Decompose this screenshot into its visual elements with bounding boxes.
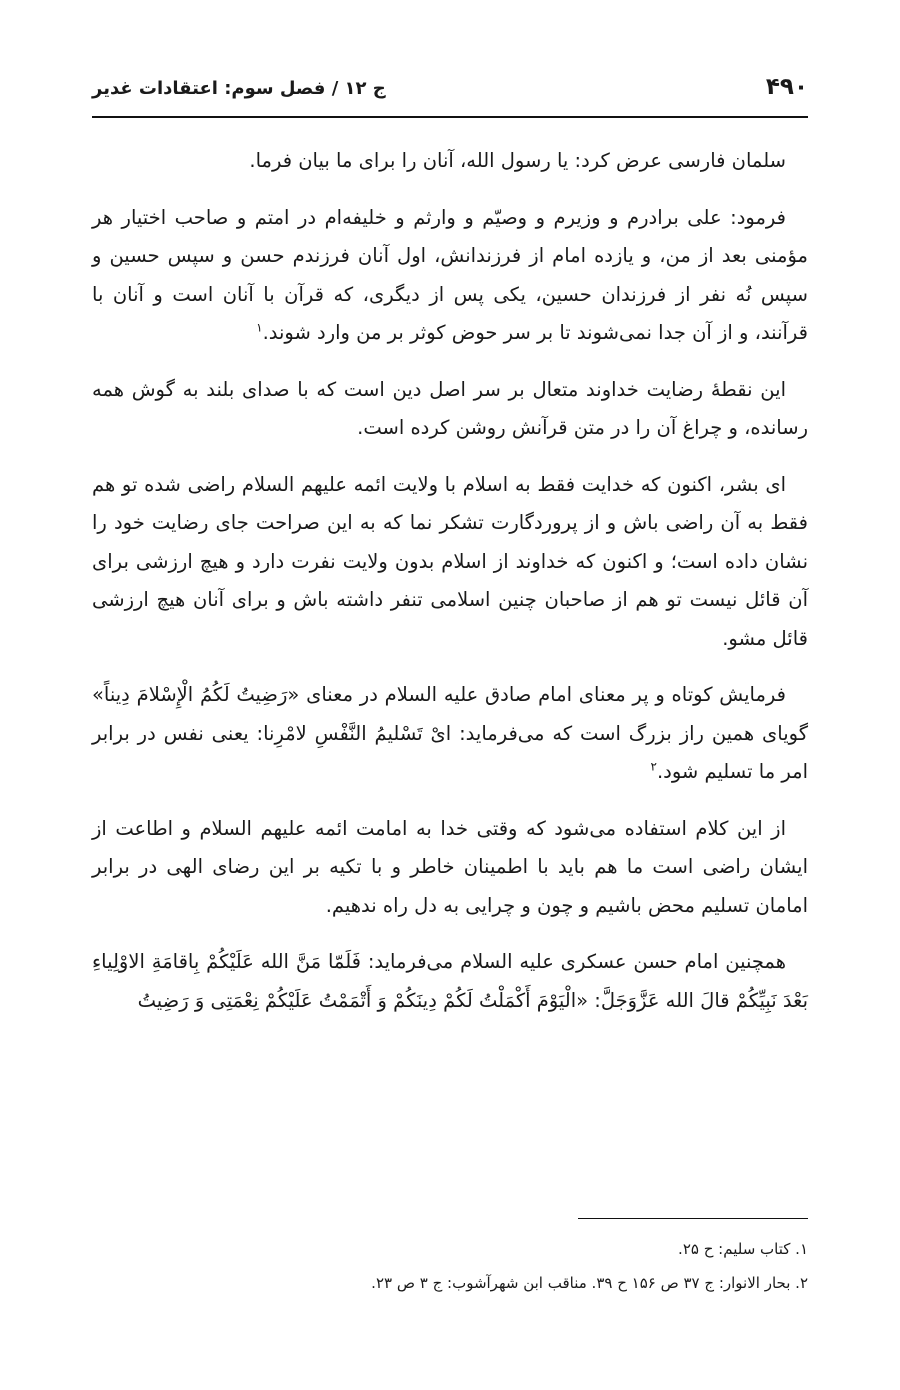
footnote-marker[interactable]: ۲ — [650, 759, 657, 774]
paragraph: از این کلام استفاده می‌شود که وقتی خدا به امامت ائمه علیهم السلام و اطاعت از ایشان راضی است ما هم باید با اطمینان خاطر و با تکیه بر این رضای الهی در برابر امامان تسلیم محض باشیم و چون و چرایی به دل راه ندهیم. — [92, 816, 808, 917]
footnote: ۲. بحار الانوار: ج ۳۷ ص ۱۵۶ ح ۳۹. مناقب ابن شهرآشوب: ج ۳ ص ۲۳. — [371, 1274, 808, 1292]
paragraph: فرمود: علی برادرم و وزیرم و وصیّم و وارثم و خلیفه‌ام در امتم و صاحب اختیار هر مؤمنی بعد از من، و یازده امام از فرزندانش، اول آنان فرزندم حسن و سپس حسین و سپس نُه نفر از فرزندان حسین، یکی پس از دیگری، که قرآن با آنان است و آنان با قرآنند، و از آن جدا نمی‌شوند تا بر سر حوض کوثر بر من وارد شوند.$^۱$ — [92, 205, 808, 344]
paragraph: سلمان فارسی عرض کرد: یا رسول الله، آنان را برای ما بیان فرما. — [249, 149, 786, 172]
footnotes — [92, 1232, 808, 1300]
header-divider — [92, 116, 808, 118]
footnote-marker[interactable]: ۱ — [256, 320, 263, 335]
running-title: ج ۱۲ / فصل سوم: اعتقادات غدیر — [92, 78, 386, 99]
footnote-divider — [578, 1218, 808, 1219]
body-text — [92, 142, 808, 1038]
paragraph: این نقطهٔ رضایت خداوند متعال بر سر اصل دین است که با صدای بلند به گوش همه رسانده، و چراغ آن را در متن قرآنش روشن کرده است. — [92, 377, 808, 439]
footnote: ۱. کتاب سلیم: ح ۲۵. — [678, 1240, 808, 1258]
paragraph: ای بشر، اکنون که خدایت فقط به اسلام با ولایت ائمه علیهم السلام راضی شده تو هم فقط به آن راضی باش و از پروردگارت تشکر نما که به این صراحت جای رضایت خود را نشان داده است؛ و اکنون که خداوند از اسلام بدون ولایت نفرت دارد و هیچ ارزشی برای آن قائل نیست تو هم از صاحبان چنین اسلامی تنفر داشته باش و برای آنان هیچ ارزشی قائل مشو. — [92, 472, 808, 650]
paragraph: فرمایش کوتاه و پر معنای امام صادق علیه السلام در معنای «رَضِیتُ لَکُمُ الْإِسْلامَ دِیناً» گویای همین راز بزرگ است که می‌فرماید: ایْ تَسْلیمُ النَّفْسِ لامْرِنا: یعنی نفس در برابر امر ما تسلیم شود.$^۲$ — [92, 683, 808, 783]
paragraph: همچنین امام حسن عسکری علیه السلام می‌فرماید: فَلَمّا مَنَّ الله عَلَیْکُمْ بِاقامَةِ الاوْلِیاءِ بَعْدَ نَبِیِّکُمْ قالَ الله عَزَّوَجَلَّ: «الْیَوْمَ أَکْمَلْتُ لَکُمْ دِینَکُمْ وَ أَتْمَمْتُ عَلَیْکُمْ نِعْمَتِی وَ رَضِیتُ — [92, 950, 808, 1012]
page-header — [92, 70, 808, 110]
page-number: ۴۹۰ — [765, 74, 808, 100]
